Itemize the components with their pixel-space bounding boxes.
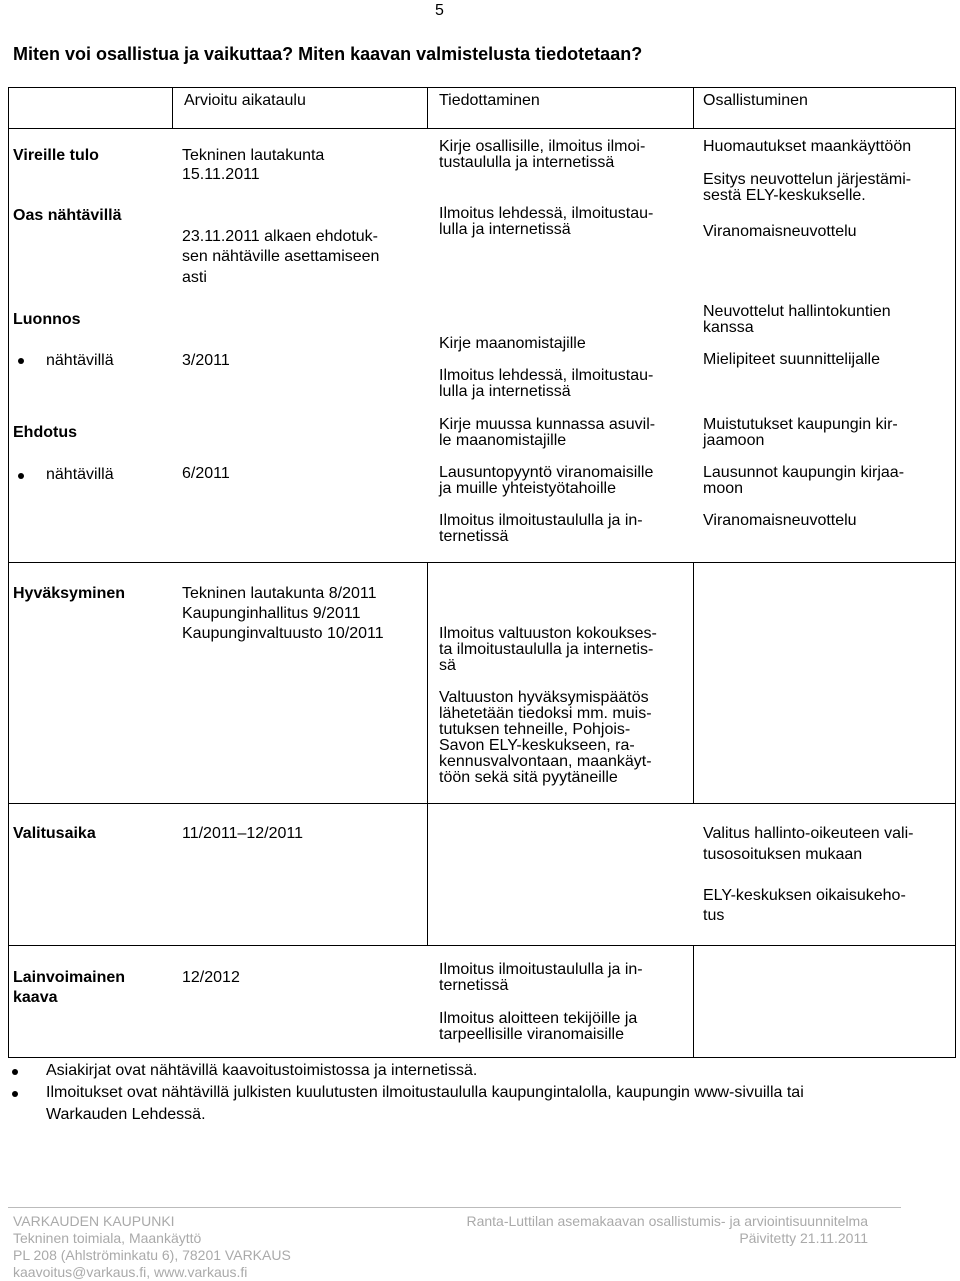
page-number: 5 — [435, 2, 444, 19]
table-rule — [693, 87, 694, 128]
schedule-text: sen nähtäville asettamiseen — [182, 248, 380, 265]
info-text: Kirje maanomistajille — [439, 335, 586, 352]
info-text: töön sekä sitä pyytäneille — [439, 769, 618, 786]
participation-text: Esitys neuvottelun järjestämi- — [703, 171, 912, 188]
participation-text: moon — [703, 480, 744, 497]
table-rule — [427, 87, 428, 128]
table-rule — [8, 1057, 956, 1058]
info-text: le maanomistajille — [439, 432, 567, 449]
stage-label: Luonnos — [13, 311, 81, 328]
participation-text: Neuvottelut hallintokuntien — [703, 303, 891, 320]
info-text: tarpeellisille viranomaisille — [439, 1026, 624, 1043]
table-rule — [693, 562, 694, 803]
participation-text: Mielipiteet suunnittelijalle — [703, 351, 880, 368]
schedule-text: Tekninen lautakunta — [182, 147, 325, 164]
footer-left-text: kaavoitus@varkaus.fi, www.varkaus.fi — [13, 1264, 248, 1280]
participation-text: tus — [703, 907, 725, 924]
note-text: Asiakirjat ovat nähtävillä kaavoitustoimistossa ja internetissä. — [46, 1062, 478, 1079]
schedule-text: 12/2012 — [182, 969, 240, 986]
note-text: Ilmoitukset ovat nähtävillä julkisten kuulutusten ilmoitustaululla kaupungintalolla, kaupungin www-sivuilla tai — [46, 1084, 804, 1101]
participation-text: jaamoon — [703, 432, 765, 449]
info-text: Kirje muussa kunnassa asuvil- — [439, 416, 656, 433]
schedule-text: 3/2011 — [182, 352, 230, 369]
table-rule — [8, 87, 9, 1058]
table-rule — [8, 945, 956, 946]
table-rule — [693, 945, 694, 1057]
bullet-icon — [12, 1069, 18, 1075]
info-text: Ilmoitus lehdessä, ilmoitustau- — [439, 205, 654, 222]
stage-label: Lainvoimainen — [13, 969, 126, 986]
table-rule — [8, 128, 956, 129]
bullet-icon — [18, 473, 24, 479]
stage-label: Vireille tulo — [13, 147, 99, 164]
info-text: ternetissä — [439, 977, 509, 994]
sub-stage-label: nähtävillä — [46, 352, 114, 369]
stage-label: kaava — [13, 989, 58, 1006]
info-text: Ilmoitus ilmoitustaululla ja in- — [439, 512, 643, 529]
info-text: ta ilmoitustaululla ja internetis- — [439, 641, 654, 658]
info-text: kennusvalvontaan, maankäyt- — [439, 753, 652, 770]
info-text: lulla ja internetissä — [439, 383, 571, 400]
schedule-text: 11/2011–12/2011 — [182, 825, 304, 842]
bullet-icon — [12, 1091, 18, 1097]
stage-label: Valitusaika — [13, 825, 96, 842]
sub-stage-label: nähtävillä — [46, 466, 114, 483]
footer-left-text: Tekninen toimiala, Maankäyttö — [13, 1230, 202, 1246]
table-rule — [427, 803, 428, 945]
footer-right-text: Päivitetty 21.11.2011 — [739, 1230, 868, 1246]
participation-text: tusosoituksen mukaan — [703, 846, 863, 863]
participation-text: Viranomaisneuvottelu — [703, 512, 857, 529]
info-text: lulla ja internetissä — [439, 221, 571, 238]
schedule-text: 6/2011 — [182, 465, 230, 482]
table-rule — [8, 87, 956, 88]
table-rule — [955, 87, 956, 1058]
info-text: Kirje osallisille, ilmoitus ilmoi- — [439, 138, 646, 155]
column-header-schedule: Arvioitu aikataulu — [184, 92, 306, 109]
info-text: Ilmoitus lehdessä, ilmoitustau- — [439, 367, 654, 384]
schedule-text: 15.11.2011 — [182, 166, 260, 183]
participation-text: Huomautukset maankäyttöön — [703, 138, 912, 155]
page-heading: Miten voi osallistua ja vaikuttaa? Miten kaavan valmistelusta tiedotetaan? — [13, 44, 643, 64]
footer-right-text: Ranta-Luttilan asemakaavan osallistumis- ja arviointisuunnitelma — [466, 1213, 868, 1229]
column-header-participation: Osallistuminen — [703, 92, 808, 109]
info-text: Ilmoitus valtuuston kokoukses- — [439, 625, 657, 642]
info-text: tustaululla ja internetissä — [439, 154, 615, 171]
stage-label: Oas nähtävillä — [13, 207, 122, 224]
info-text: Ilmoitus aloitteen tekijöille ja — [439, 1010, 638, 1027]
schedule-text: 23.11.2011 alkaen ehdotuk- — [182, 228, 379, 245]
info-text: sä — [439, 657, 456, 674]
stage-label: Hyväksyminen — [13, 585, 126, 602]
table-rule — [8, 803, 956, 804]
table-rule — [172, 87, 173, 128]
schedule-text: asti — [182, 269, 207, 286]
info-text: tutuksen tehneille, Pohjois- — [439, 721, 631, 738]
info-text: Valtuuston hyväksymispäätös — [439, 689, 649, 706]
participation-text: Viranomaisneuvottelu — [703, 223, 857, 240]
schedule-text: Kaupunginvaltuusto 10/2011 — [182, 625, 384, 642]
info-text: Lausuntopyyntö viranomaisille — [439, 464, 654, 481]
footer-left-text: PL 208 (Ahlströminkatu 6), 78201 VARKAUS — [13, 1247, 291, 1263]
participation-text: Valitus hallinto-oikeuteen vali- — [703, 825, 914, 842]
bullet-icon — [18, 358, 24, 364]
table-rule — [8, 562, 956, 563]
schedule-text: Kaupunginhallitus 9/2011 — [182, 605, 361, 622]
schedule-text: Tekninen lautakunta 8/2011 — [182, 585, 377, 602]
participation-text: sestä ELY-keskukselle. — [703, 187, 866, 204]
column-header-info: Tiedottaminen — [439, 92, 540, 109]
participation-text: kanssa — [703, 319, 754, 336]
participation-text: Muistutukset kaupungin kir- — [703, 416, 898, 433]
footer-left-text: VARKAUDEN KAUPUNKI — [13, 1213, 175, 1229]
table-rule — [427, 562, 428, 803]
participation-text: Lausunnot kaupungin kirjaa- — [703, 464, 905, 481]
info-text: lähetetään tiedoksi mm. muis- — [439, 705, 652, 722]
footer-rule — [8, 1207, 901, 1208]
info-text: ternetissä — [439, 528, 509, 545]
info-text: ja muille yhteistyötahoille — [439, 480, 616, 497]
stage-label: Ehdotus — [13, 424, 77, 441]
note-text: Warkauden Lehdessä. — [46, 1106, 206, 1123]
info-text: Ilmoitus ilmoitustaululla ja in- — [439, 961, 643, 978]
participation-text: ELY-keskuksen oikaisukeho- — [703, 887, 906, 904]
info-text: Savon ELY-keskukseen, ra- — [439, 737, 635, 754]
